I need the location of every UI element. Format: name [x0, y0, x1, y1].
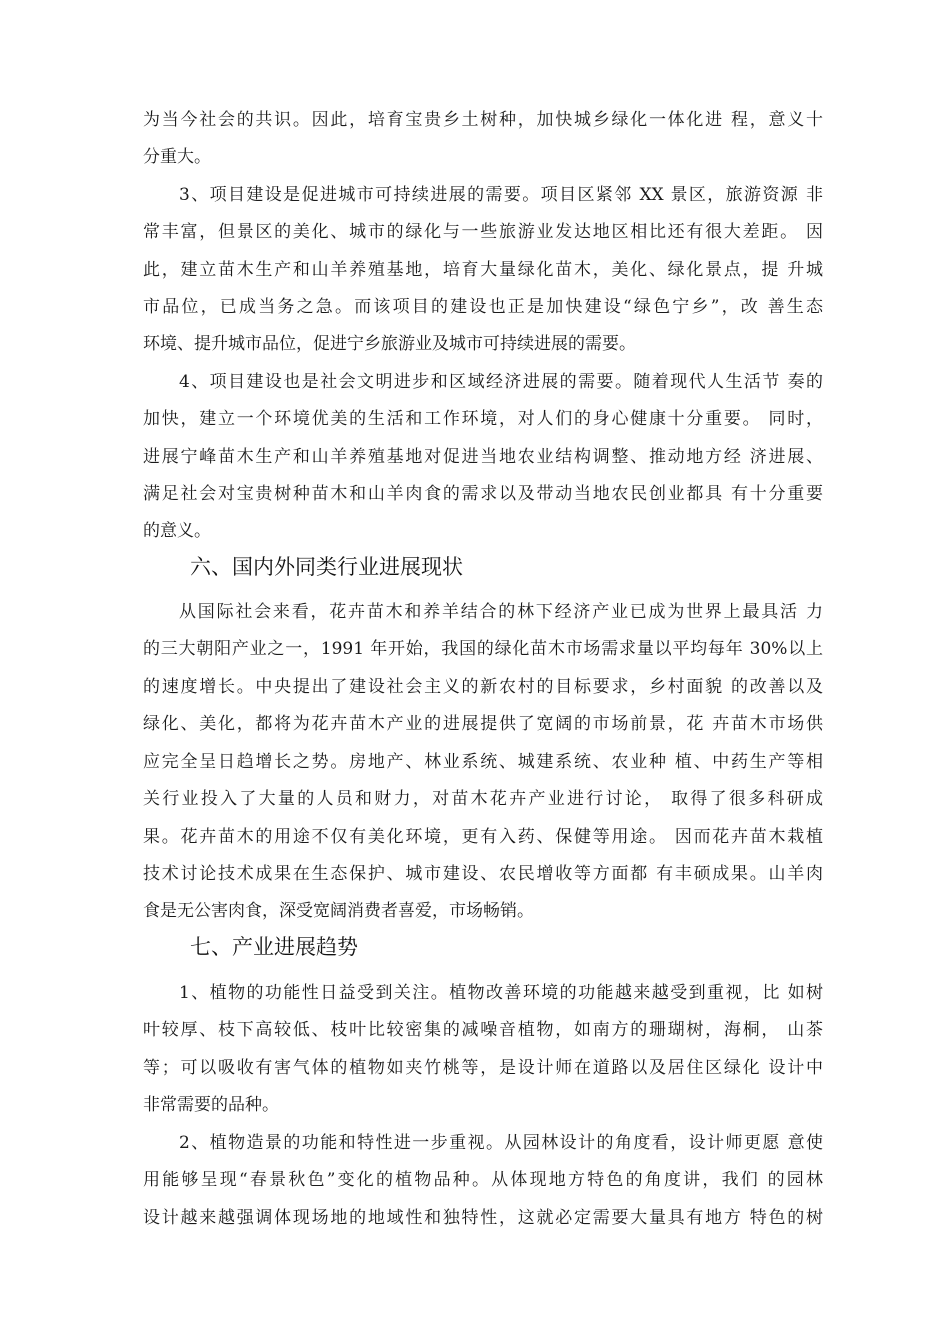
paragraph-line: 进展宁峰苗木生产和山羊养殖基地对促进当地农业结构调整、推动地方经 济进展、 [143, 447, 823, 467]
paragraph-line: 的三大朝阳产业之一，1991 年开始，我国的绿化苗木市场需求量以平均每年 30%以上 [143, 639, 823, 659]
paragraph-line: 满足社会对宝贵树种苗木和山羊肉食的需求以及带动当地农民创业都具 有十分重要 [143, 484, 823, 504]
paragraph-line: 2、植物造景的功能和特性进一步重视。从园林设计的角度看，设计师更愿 意使 [179, 1133, 823, 1153]
paragraph-line: 此，建立苗木生产和山羊养殖基地，培育大量绿化苗木，美化、绿化景点，提 升城 [143, 260, 823, 280]
paragraph-line: 4、项目建设也是社会文明进步和区域经济进展的需要。随着现代人生活节 奏的 [179, 372, 823, 392]
paragraph-line: 非常需要的品种。 [143, 1095, 279, 1115]
paragraph-line: 果。花卉苗木的用途不仅有美化环境，更有入药、保健等用途。 因而花卉苗木栽植 [143, 827, 823, 847]
paragraph-line: 食是无公害肉食，深受宽阔消费者喜爱，市场畅销。 [143, 901, 534, 921]
paragraph-line: 应完全呈日趋增长之势。房地产、林业系统、城建系统、农业种 植、中药生产等相 [143, 752, 823, 772]
paragraph-line: 绿化、美化，都将为花卉苗木产业的进展提供了宽阔的市场前景，花 卉苗木市场供 [143, 714, 823, 734]
paragraph-line: 从国际社会来看，花卉苗木和养羊结合的林下经济产业已成为世界上最具活 力 [179, 602, 823, 622]
paragraph-line: 加快，建立一个环境优美的生活和工作环境，对人们的身心健康十分重要。 同时， [143, 409, 823, 429]
paragraph-line: 叶较厚、枝下高较低、枝叶比较密集的减噪音植物，如南方的珊瑚树，海桐， 山茶 [143, 1020, 823, 1040]
paragraph-line: 的速度增长。中央提出了建设社会主义的新农村的目标要求，乡村面貌 的改善以及 [143, 677, 823, 697]
paragraph-line: 技术讨论技术成果在生态保护、城市建设、农民增收等方面都 有丰硕成果。山羊肉 [143, 864, 823, 884]
paragraph-line: 环境、提升城市品位，促进宁乡旅游业及城市可持续进展的需要。 [143, 334, 636, 354]
paragraph-line: 分重大。 [143, 147, 211, 167]
paragraph-line: 关行业投入了大量的人员和财力，对苗木花卉产业进行讨论， 取得了很多科研成 [143, 789, 823, 809]
paragraph-line: 市品位，已成当务之急。而该项目的建设也正是加快建设“绿色宁乡”，改 善生态 [143, 297, 823, 317]
paragraph-line: 3、项目建设是促进城市可持续进展的需要。项目区紧邻 XX 景区，旅游资源 非 [179, 185, 823, 205]
paragraph-line: 常丰富，但景区的美化、城市的绿化与一些旅游业发达地区相比还有很大差距。 因 [143, 222, 823, 242]
paragraph-line: 的意义。 [143, 521, 211, 541]
paragraph-line: 为当今社会的共识。因此，培育宝贵乡土树种，加快城乡绿化一体化进 程，意义十 [143, 110, 823, 130]
section-heading: 六、国内外同类行业进展现状 [190, 555, 463, 579]
section-heading: 七、产业进展趋势 [190, 935, 358, 959]
paragraph-line: 等；可以吸收有害气体的植物如夹竹桃等，是设计师在道路以及居住区绿化 设计中 [143, 1058, 823, 1078]
paragraph-line: 用能够呈现“春景秋色”变化的植物品种。从体现地方特色的角度讲，我们 的园林 [143, 1170, 823, 1190]
paragraph-line: 设计越来越强调体现场地的地域性和独特性，这就必定需要大量具有地方 特色的树 [143, 1208, 823, 1228]
paragraph-line: 1、植物的功能性日益受到关注。植物改善环境的功能越来越受到重视，比 如树 [179, 983, 823, 1003]
